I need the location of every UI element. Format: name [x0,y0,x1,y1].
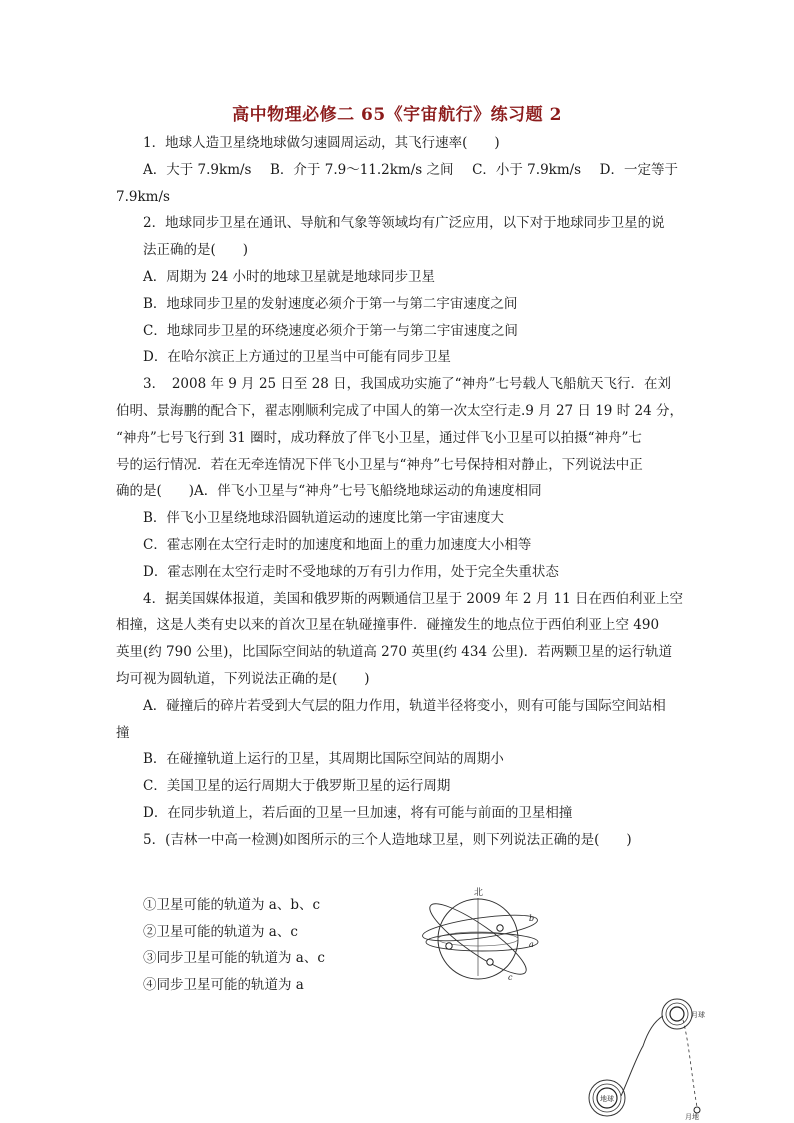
north-label: 北 [474,888,484,898]
orbit-c-label: c [508,973,513,982]
q4-option-d: D．在同步轨道上，若后面的卫星一旦加速，将有可能与前面的卫星相撞 [143,804,573,821]
q5-stem: 5．(吉林一中高一检测)如图所示的三个人造地球卫星，则下列说法正确的是( ) [143,831,632,848]
q2-option-b: B．地球同步卫星的发射速度必须介于第一与第二宇宙速度之间 [143,295,518,312]
landing-label: 月地 [685,1113,699,1121]
moon-label: 月球 [691,1011,705,1019]
q3-option-d: D．霍志刚在太空行走时不受地球的万有引力作用，处于完全失重状态 [143,563,559,580]
q1-option-b: B．介于 7.9～11.2km/s 之间 [270,161,454,178]
satellite-a [446,943,452,949]
q3-stem-line5: 确的是( )A．伴飞小卫星与“神舟”七号飞船绕地球运动的角速度相同 [116,483,542,500]
moon-icon [670,1007,684,1021]
q4-option-b: B．在碰撞轨道上运行的卫星，其周期比国际空间站的周期小 [143,751,504,768]
q3-stem-line2: 伯明、景海鹏的配合下，翟志刚顺利完成了中国人的第一次太空行走.9 月 27 日 19 时 24 分， [116,402,683,419]
orbit-b [421,910,539,946]
earth-label: 地球 [600,1095,614,1103]
q1-option-d: D．一定等于 [599,161,678,178]
q3-stem-line1: 3． 2008 年 9 月 25 日至 28 日，我国成功实施了“神舟”七号载人飞船航天飞行．在刘 [143,376,671,393]
q4-option-a-line2: 撞 [116,724,130,741]
q5-statement-4: ④同步卫星可能的轨道为 a [143,976,304,993]
q4-stem-line1: 4．据美国媒体报道，美国和俄罗斯的两颗通信卫星于 2009 年 2 月 11 日在西伯利亚上空 [143,590,683,607]
q4-stem-line4: 均可视为圆轨道，下列说法正确的是( ) [116,670,370,687]
orbit-b-label: b [529,914,535,923]
q3-option-c: C．霍志刚在太空行走时的加速度和地面上的重力加速度大小相等 [143,536,532,553]
q5-statement-2: ②卫星可能的轨道为 a、c [143,923,298,940]
q2-stem-line2: 法正确的是( ) [143,242,249,259]
question-content [116,130,683,854]
q4-option-c: C．美国卫星的运行周期大于俄罗斯卫星的运行周期 [143,778,451,795]
orbit-a-label: a [529,940,534,949]
return-trajectory [683,1020,697,1107]
orbit-a [426,933,538,951]
q4-stem-line2: 相撞，这是人类有史以来的首次卫星在轨碰撞事件．碰撞发生的地点位于西伯利亚上空 490 [116,617,660,634]
satellite-c [487,959,493,965]
orbit-figure [408,884,548,986]
q4-option-a-line1: A．碰撞后的碎片若受到大气层的阻力作用，轨道半径将变小，则有可能与国际空间站相 [143,697,666,714]
q2-stem-line1: 2．地球同步卫星在通讯、导航和气象等领域均有广泛应用，以下对于地球同步卫星的说 [143,215,665,232]
q3-stem-line3: “神舟”七号飞行到 31 圈时，成功释放了伴飞小卫星，通过伴飞小卫星可以拍摄“神舟”七 [116,429,642,446]
q2-option-d: D．在哈尔滨正上方通过的卫星当中可能有同步卫星 [143,349,451,366]
q1-stem: 1．地球人造卫星绕地球做匀速圆周运动，其飞行速率( ) [143,135,500,151]
q2-option-c: C．地球同步卫星的环绕速度必须介于第一与第二宇宙速度之间 [143,322,518,339]
q5-statement-1: ①卫星可能的轨道为 a、b、c [143,897,321,913]
page-title: 高中物理必修二 65《宇宙航行》练习题 2 [232,105,562,125]
earth-moon-route-figure [585,982,725,1122]
q1-option-c: C．小于 7.9km/s [472,161,582,178]
q1-option-a: A．大于 7.9km/s [143,161,252,178]
satellite-b [497,925,503,931]
q5-statements [143,892,325,998]
q3-stem-line4: 号的运行情况．若在无牵连情况下伴飞小卫星与“神舟”七号保持相对静止，下列说法中正 [116,456,643,473]
q1-option-d-cont: 7.9km/s [116,188,170,205]
q5-statement-3: ③同步卫星可能的轨道为 a、c [143,950,325,967]
q1-options [116,157,678,184]
q2-option-a: A．周期为 24 小时的地球卫星就是地球同步卫星 [143,268,436,285]
q3-option-b: B．伴飞小卫星绕地球沿圆轨道运动的速度比第一宇宙速度大 [143,510,504,527]
transfer-trajectory [621,1016,663,1096]
q4-stem-line3: 英里(约 790 公里)，比国际空间站的轨道高 270 英里(约 434 公里)．若两颗卫星的运行轨道 [116,644,673,661]
